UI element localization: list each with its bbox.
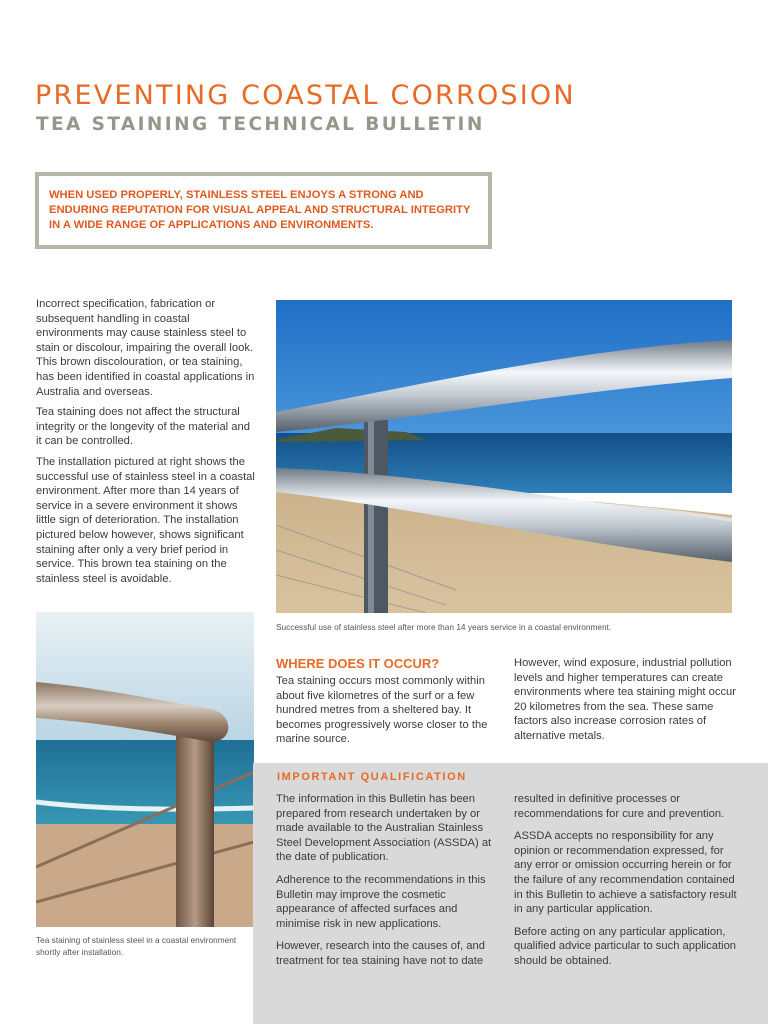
qualification-paragraph: resulted in definitive processes or recommendations for cure and prevention. bbox=[514, 793, 725, 820]
photo-left-caption: Tea staining of stainless steel in a coastal environment shortly after installation. bbox=[36, 935, 237, 957]
qualification-paragraph: Adherence to the recommendations in this Bulletin may improve the cosmetic appearance of affected surfaces and minimise risk in new applications. bbox=[276, 873, 486, 930]
qualification-column-1 bbox=[276, 792, 500, 977]
qualification-paragraph: Before acting on any particular application, qualified advice particular to such application should be obtained. bbox=[514, 925, 737, 967]
photo-top-caption: Successful use of stainless steel after more than 14 years service in a coastal environment. bbox=[276, 622, 612, 632]
page-title: PREVENTING COASTAL CORROSION bbox=[35, 80, 576, 111]
section-heading-where: WHERE DOES IT OCCUR? bbox=[276, 656, 440, 671]
qualification-paragraph: The information in this Bulletin has been prepared from research undertaken by or made available to the Australian Stainless Steel Development Association (ASSDA) at the date of publication. bbox=[276, 793, 492, 864]
qualification-paragraph: ASSDA accepts no responsibility for any opinion or recommendation expressed, for any error or omission occurring herein or for the failure of any recommendation contained in this Bulletin to achieve a satisfactory result in any particular application. bbox=[514, 830, 737, 916]
where-paragraph-1: Tea staining occurs most commonly within about five kilometres of the surf or a few hundred metres from a sheltered bay. It becomes progressively worse closer to the marine source. bbox=[276, 675, 488, 746]
left-paragraph: Incorrect specification, fabrication or subsequent handling in coastal environments may cause stainless steel to stain or discolour, impairing the overall look. This brown discolouration, or tea staining, has been identified in coastal applications in Australia and overseas. bbox=[36, 298, 255, 398]
qualification-paragraph: However, research into the causes of, and treatment for tea staining have not to date bbox=[276, 940, 485, 967]
section-heading-qualification: IMPORTANT QUALIFICATION bbox=[277, 771, 467, 783]
left-paragraph: The installation pictured at right shows the successful use of stainless steel in a coastal environment. After more than 14 years of service in a severe environment it shows little sign of deterioration. The installation pictured below however, shows significant staining after only a very brief period in service. This brown tea staining on the stainless steel is avoidable. bbox=[36, 455, 255, 585]
intro-callout-text: WHEN USED PROPERLY, STAINLESS STEEL ENJOYS A STRONG AND ENDURING REPUTATION FOR VISUAL APPEAL AND STRUCTURAL INTEGRITY IN A WIDE RANGE OF APPLICATIONS AND ENVIRONMENTS. bbox=[49, 189, 471, 231]
photo-tea-stained-railing bbox=[36, 612, 254, 927]
intro-callout-box bbox=[35, 172, 492, 249]
page-subtitle: TEA STAINING TECHNICAL BULLETIN bbox=[36, 114, 485, 135]
photo-stainless-railing-beach bbox=[276, 300, 732, 613]
left-paragraph: Tea staining does not affect the structural integrity or the longevity of the material and it can be controlled. bbox=[36, 406, 250, 448]
left-column-text bbox=[36, 297, 258, 592]
where-paragraph-2: However, wind exposure, industrial pollution levels and higher temperatures can create environments where tea staining might occur 20 kilometres from the sea. These same factors also increase corrosion rates of alternative metals. bbox=[514, 657, 736, 742]
qualification-column-2 bbox=[514, 792, 738, 977]
